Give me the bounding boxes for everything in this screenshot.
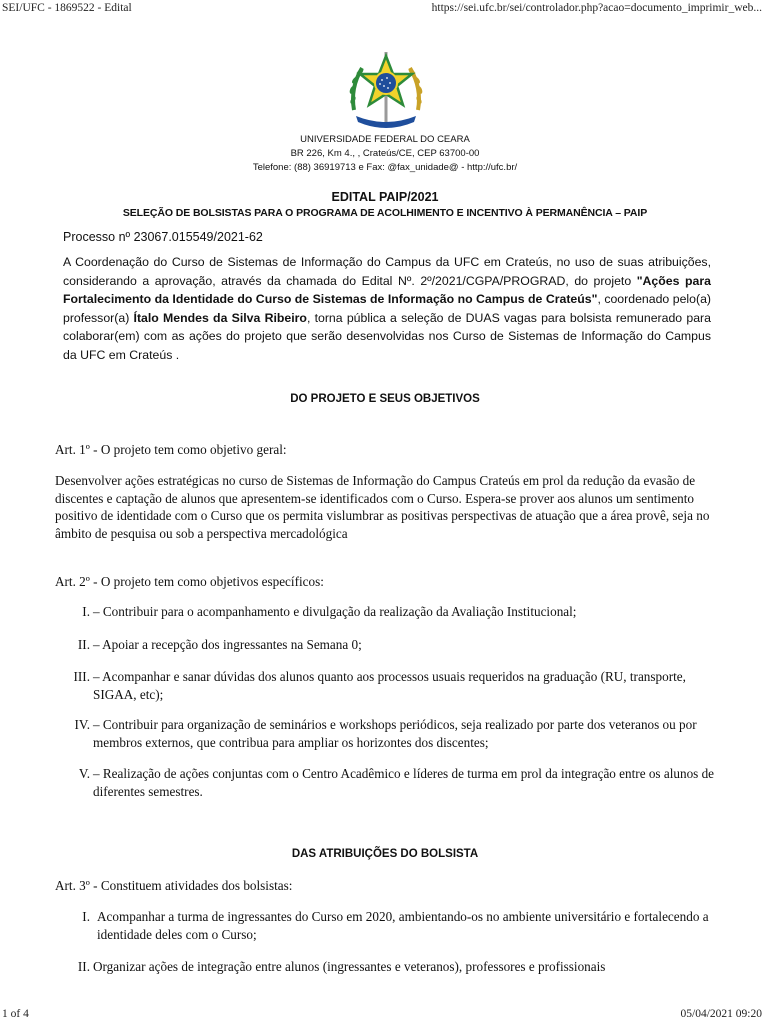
list-item-number: III. (73, 669, 90, 684)
edital-subtitle: SELEÇÃO DE BOLSISTAS PARA O PROGRAMA DE ACOLHIMENTO E INCENTIVO À PERMANÊNCIA – PAIP (122, 207, 648, 219)
list-item-text: – Realização de ações conjuntas com o Centro Acadêmico e líderes de turma em prol da integração entre os alunos de diferentes semestres. (93, 766, 715, 799)
intro-part3: , torna pública a seleção de DUAS vagas para bolsista remunerado para colaborar(em) com as ações do projeto que serão desenvolvidas nos Curso de Sistemas de Informação do Campus da UFC em Crateús . (63, 310, 711, 362)
print-datetime: 05/04/2021 09:20 (680, 1008, 762, 1020)
intro-project-name: "Ações para Fortalecimento da Identidade do Curso de Sistemas de Informação no Campus de Crateús" (63, 273, 711, 306)
list-item (0, 668, 770, 706)
list-item-number: V. (78, 766, 90, 781)
brasao-da-republica-icon (344, 50, 428, 132)
intro-part1: A Coordenação do Curso de Sistemas de Informação do Campus da UFC em Crateús, no uso de suas atribuições, considerando a aprovação, através da chamada do Edital Nº. 2º/2021/CGPA/PROGRAD, do projeto (63, 255, 711, 288)
list-item-number: II. (77, 959, 90, 974)
list-item-number: II. (77, 637, 90, 652)
intro-paragraph (63, 253, 711, 364)
intro-part2: , coordenado pelo(a) professor(a) (63, 292, 712, 325)
institution-contact: Telefone: (88) 36919713 e Fax: @fax_unidade@ - http://ufc.br/ (252, 162, 518, 173)
print-header (0, 0, 770, 18)
institution-name: UNIVERSIDADE FEDERAL DO CEARA (300, 134, 470, 145)
print-footer (0, 1006, 770, 1024)
institution-address: BR 226, Km 4., , Crateús/CE, CEP 63700-00 (290, 148, 480, 159)
print-header-title: SEI/UFC - 1869522 - Edital (2, 2, 132, 14)
list-item-text: Organizar ações de integração entre alunos (ingressantes e veteranos), professores e profissionais (93, 959, 606, 974)
list-item (0, 603, 770, 623)
list-item-text: – Contribuir para o acompanhamento e divulgação da realização da Avaliação Institucional; (93, 604, 577, 619)
list-item-number: I. (82, 604, 90, 619)
list-item (0, 765, 770, 803)
list-item-number: IV. (74, 717, 90, 732)
section-title-projeto: DO PROJETO E SEUS OBJETIVOS (290, 393, 480, 405)
section-title-atribuicoes: DAS ATRIBUIÇÕES DO BOLSISTA (291, 848, 479, 860)
article-2: Art. 2º - O projeto tem como objetivos específicos: (55, 574, 324, 589)
list-item-text: – Contribuir para organização de seminários e workshops periódicos, seja realizado por parte dos veteranos ou por membros externos, que contribua para ampliar os horizontes dos discentes; (93, 717, 697, 750)
intro-professor-name: Ítalo Mendes da Silva Ribeiro (133, 310, 307, 325)
list-item-text: – Apoiar a recepção dos ingressantes na Semana 0; (93, 637, 362, 652)
list-item (0, 716, 770, 754)
print-header-url: https://sei.ufc.br/sei/controlador.php?acao=documento_imprimir_web... (431, 2, 762, 14)
edital-title: EDITAL PAIP/2021 (331, 190, 439, 204)
list-item (0, 636, 770, 656)
article-3: Art. 3º - Constituem atividades dos bolsistas: (55, 878, 293, 893)
general-objective-paragraph: Desenvolver ações estratégicas no curso de Sistemas de Informação do Campus Crateús em prol da redução da evasão de discentes e captação de alunos que apresentem-se identificados com o Curso. Espera-se prover aos alunos um sentimento positivo de identidade com o Curso que os permita vislumbrar as positivas perspectivas de atuação que a área provê, seja no âmbito de pesquisa ou sob a perspectiva mercadológica (55, 473, 710, 541)
article-1: Art. 1º - O projeto tem como objetivo geral: (55, 442, 287, 457)
list-item-number: I. (82, 909, 90, 924)
list-item (0, 958, 770, 978)
processo-number: Processo nº 23067.015549/2021-62 (63, 230, 263, 244)
list-item-text: Acompanhar a turma de ingressantes do Curso em 2020, ambientando-os no ambiente universitário e fortalecendo a identidade deles com o Curso; (97, 909, 709, 942)
page-counter: 1 of 4 (2, 1008, 29, 1020)
list-item-text: – Acompanhar e sanar dúvidas dos alunos quanto aos processos usuais requeridos na graduação (RU, transporte, SIGAA, etc); (93, 669, 686, 702)
list-item (0, 908, 770, 946)
